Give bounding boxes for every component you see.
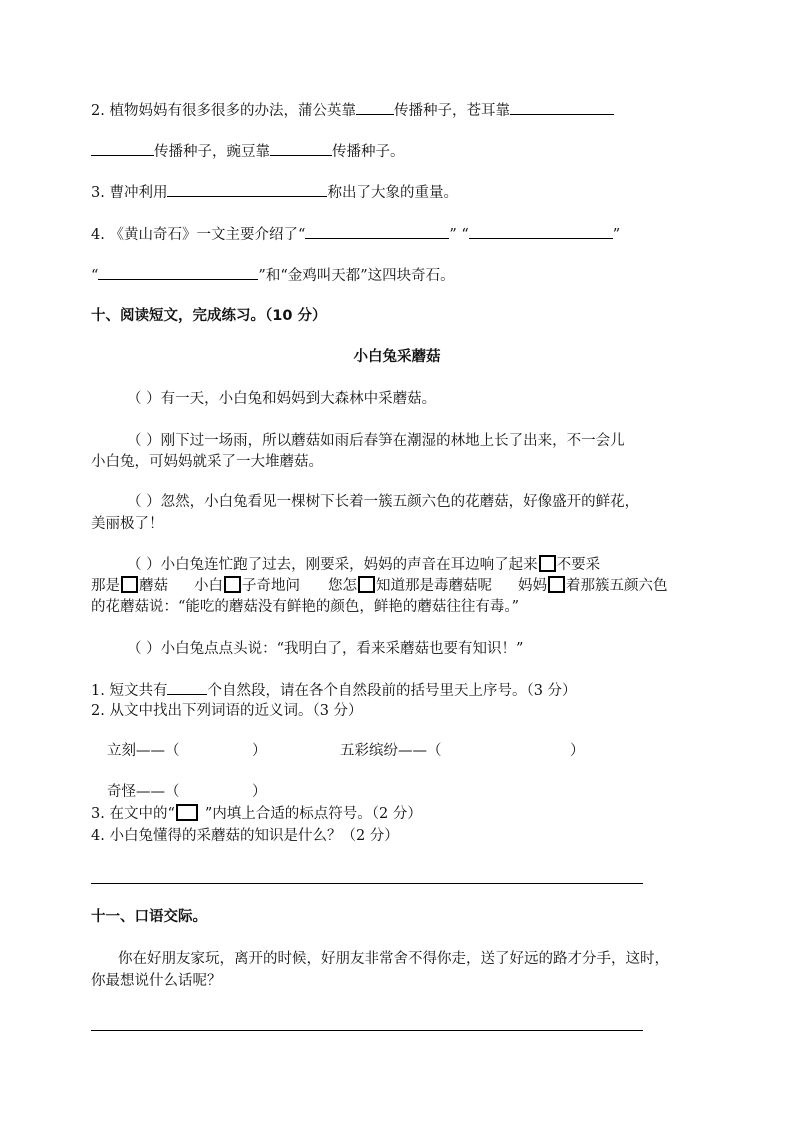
exercise-1: 1. 短文共有 个自然段，请在各个自然段前的括号里天上序号。（3 分） [91, 679, 794, 701]
answer-blank[interactable] [167, 679, 207, 695]
sequence-paren[interactable]: （ ） [127, 494, 161, 510]
passage-para-2-line-2: 小白兔，可妈妈就采了一大堆蘑菇。 [91, 454, 323, 470]
punctuation-box[interactable] [121, 576, 138, 593]
answer-blank[interactable] [469, 223, 613, 239]
passage-para-4-line-2: 那是 蘑菇 小白 子奇地问 您怎 知道那是毒蘑菇呢 妈妈 着那簇五颜六色 [91, 578, 668, 594]
exercise-4: 4. 小白兔懂得的采蘑菇的知识是什么？（2 分） [91, 828, 399, 844]
speaking-prompt-line-1: 你在好朋友家玩，离开的时候，好朋友非常舍不得你走，送了好远的路才分手，这时， [118, 951, 669, 967]
answer-blank[interactable] [356, 99, 394, 115]
passage-para-1: （ ）有一天，小白兔和妈妈到大森林中采蘑菇。 [127, 391, 437, 407]
exercise-3: 3. 在文中的“ ”内填上合适的标点符号。（2 分） [91, 806, 422, 822]
synonym-1-close: ） [252, 743, 267, 759]
punctuation-box[interactable] [176, 804, 198, 821]
sequence-paren[interactable]: （ ） [127, 433, 161, 449]
speaking-prompt-line-2: 你最想说什么话呢？ [91, 973, 222, 989]
answer-blank[interactable] [167, 181, 327, 197]
sequence-paren[interactable]: （ ） [127, 557, 161, 573]
answer-blank[interactable] [270, 140, 332, 156]
answer-blank[interactable] [510, 99, 614, 115]
answer-blank[interactable] [305, 223, 449, 239]
exercise-2: 2. 从文中找出下列词语的近义词。（3 分） [91, 703, 363, 719]
passage-para-4-line-3: 的花蘑菇说：“能吃的蘑菇没有鲜艳的颜色，鲜艳的蘑菇往往有毒。” [91, 599, 520, 615]
sequence-paren[interactable]: （ ） [127, 391, 161, 407]
synonym-3: 奇怪——（ [107, 784, 180, 800]
punctuation-box[interactable] [224, 576, 241, 593]
punctuation-box[interactable] [358, 576, 375, 593]
q9-item-2-line-2: 传播种子，豌豆靠 传播种子。 [91, 140, 794, 162]
punctuation-box[interactable] [548, 576, 565, 593]
synonym-3-close: ） [252, 784, 267, 800]
passage-para-3-line-1: （ ）忽然，小白兔看见一棵树下长着一簇五颜六色的花蘑菇，好像盛开的鲜花， [127, 494, 640, 510]
section-10-heading: 十、阅读短文，完成练习。（10 分） [91, 308, 327, 324]
punctuation-box[interactable] [539, 555, 556, 572]
synonym-2-close: ） [570, 743, 585, 759]
sequence-paren[interactable]: （ ） [127, 641, 161, 657]
answer-line[interactable] [91, 1030, 643, 1031]
answer-blank[interactable] [98, 264, 258, 280]
passage-para-4-line-1: （ ）小白兔连忙跑了过去，刚要采，妈妈的声音在耳边响了起来 不要采 [127, 557, 601, 573]
synonym-2: 五彩缤纷——（ [340, 743, 442, 759]
passage-title: 小白兔采蘑菇 [353, 349, 441, 365]
passage-para-5: （ ）小白兔点点头说：“我明白了，看来采蘑菇也要有知识！” [127, 641, 524, 657]
q9-item-2-line-1: 2. 植物妈妈有很多很多的办法，蒲公英靠 传播种子，苍耳靠 [91, 99, 794, 121]
q9-item-4-line-2: “ ”和“金鸡叫天都”这四块奇石。 [91, 264, 794, 286]
answer-line[interactable] [91, 883, 643, 884]
synonym-1: 立刻——（ [107, 743, 180, 759]
answer-blank[interactable] [91, 140, 154, 156]
section-11-heading: 十一、口语交际。 [91, 909, 207, 925]
passage-para-2-line-1: （ ）刚下过一场雨，所以蘑菇如雨后春笋在潮湿的林地上长了出来，不一会儿 [127, 433, 625, 449]
passage-para-3-line-2: 美丽极了！ [91, 516, 164, 532]
q9-item-3: 3. 曹冲利用 称出了大象的重量。 [91, 181, 794, 203]
q9-item-4-line-1: 4. 《黄山奇石》一文主要介绍了“ ” “ ” [91, 223, 794, 245]
